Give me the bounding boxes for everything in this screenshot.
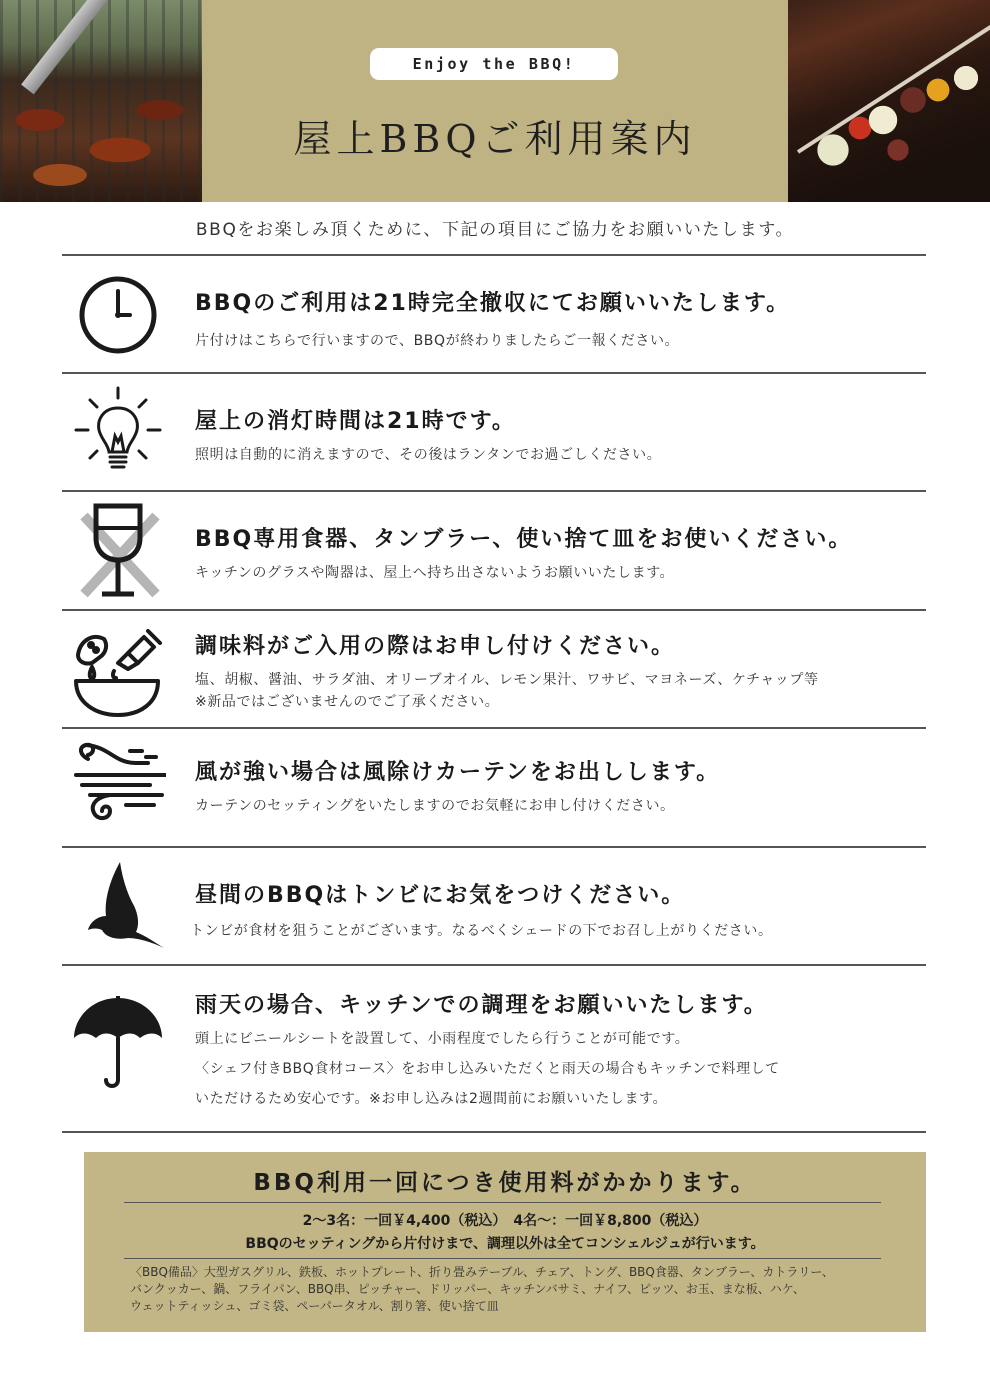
- rule-title: BBQ専用食器、タンブラー、使い捨て皿をお使いください。: [195, 527, 853, 552]
- rule-item-seasoning: [62, 611, 926, 727]
- equipment-line: バンクッカー、鍋、フライパン、BBQ串、ピッチャー、ドリッパー、キッチンバサミ、ナイフ、ピッツ、お玉、まな板、ハケ、: [130, 1282, 805, 1296]
- rule-detail: トンビが食材を狙うことがございます。なるべくシェードの下でお召し上がりください。: [190, 923, 773, 939]
- lightbulb-icon: [70, 384, 166, 480]
- rule-item-wind: [62, 729, 926, 846]
- equipment-line: ウェットティッシュ、ゴミ袋、ペーパータオル、割り箸、使い捨て皿: [130, 1299, 499, 1313]
- tongs-shape: [21, 0, 107, 94]
- rule-item-rain: [62, 966, 926, 1131]
- rule-item-closing-time: [62, 256, 926, 372]
- wind-icon: [70, 741, 166, 837]
- rule-title: 雨天の場合、キッチンでの調理をお願いいたします。: [195, 993, 768, 1018]
- rule-detail-note: ※新品ではございませんのでご了承ください。: [195, 694, 500, 710]
- rule-detail: キッチンのグラスや陶器は、屋上へ持ち出さないようお願いいたします。: [195, 565, 675, 581]
- skewer-photo: [788, 0, 990, 202]
- rule-item-lights-out: [62, 374, 926, 490]
- no-glass-icon: [70, 502, 166, 598]
- fee-divider: [124, 1258, 881, 1259]
- rule-detail: 照明は自動的に消えますので、その後はランタンでお過ごしください。: [195, 447, 662, 463]
- umbrella-icon: [70, 996, 166, 1092]
- skewer-shape: [797, 25, 990, 154]
- rule-item-tableware: [62, 492, 926, 609]
- fee-price: 2〜3名：一回￥4,400（税込） 4名〜：一回￥8,800（税込）: [302, 1213, 708, 1229]
- rule-title: BBQのご利用は21時完全撤収にてお願いいたします。: [195, 291, 791, 316]
- rule-detail: いただけるため安心です。※お申し込みは2週間前にお願いいたします。: [195, 1091, 668, 1107]
- divider: [62, 1131, 926, 1133]
- header-banner: [0, 0, 990, 202]
- fee-note: BBQのセッティングから片付けまで、調理以外は全てコンシェルジュが行います。: [245, 1236, 765, 1252]
- intro-text: BBQをお楽しみ頂くために、下記の項目にご協力をお願いいたします。: [195, 220, 795, 240]
- clock-icon: [70, 267, 166, 363]
- rule-detail: 塩、胡椒、醤油、サラダ油、オリーブオイル、レモン果汁、ワサビ、マヨネーズ、ケチャップ等: [195, 672, 819, 688]
- rule-detail: 頭上にビニールシートを設置して、小雨程度でしたら行うことが可能です。: [195, 1031, 690, 1047]
- seasoning-icon: [70, 623, 166, 719]
- rule-item-kite: [62, 848, 926, 964]
- kite-bird-icon: [70, 858, 166, 954]
- bbq-grill-photo: [0, 0, 202, 202]
- enjoy-badge: Enjoy the BBQ!: [370, 48, 618, 80]
- rule-title: 調味料がご入用の際はお申し付けください。: [195, 634, 676, 659]
- equipment-line: 〈BBQ備品〉大型ガスグリル、鉄板、ホットプレート、折り畳みテーブル、チェア、トング、BBQ食器、タンブラー、カトラリー、: [130, 1265, 834, 1279]
- rule-detail: カーテンのセッティングをいたしますのでお気軽にお申し付けください。: [195, 798, 675, 814]
- fee-divider: [124, 1202, 881, 1203]
- equipment-list: [130, 1264, 890, 1315]
- rule-title: 昼間のBBQはトンビにお気をつけください。: [195, 883, 686, 908]
- page-title: 屋上BBQご利用案内: [293, 117, 697, 161]
- rule-title: 屋上の消灯時間は21時です。: [195, 409, 516, 434]
- fee-title: BBQ利用一回につき使用料がかかります。: [253, 1170, 757, 1196]
- rule-detail: 片付けはこちらで行いますので、BBQが終わりましたらご一報ください。: [195, 333, 680, 349]
- fee-box: [84, 1152, 926, 1332]
- rule-title: 風が強い場合は風除けカーテンをお出しします。: [195, 760, 721, 785]
- rule-detail: 〈シェフ付きBBQ食材コース〉をお申し込みいただくと雨天の場合もキッチンで料理して: [195, 1061, 780, 1077]
